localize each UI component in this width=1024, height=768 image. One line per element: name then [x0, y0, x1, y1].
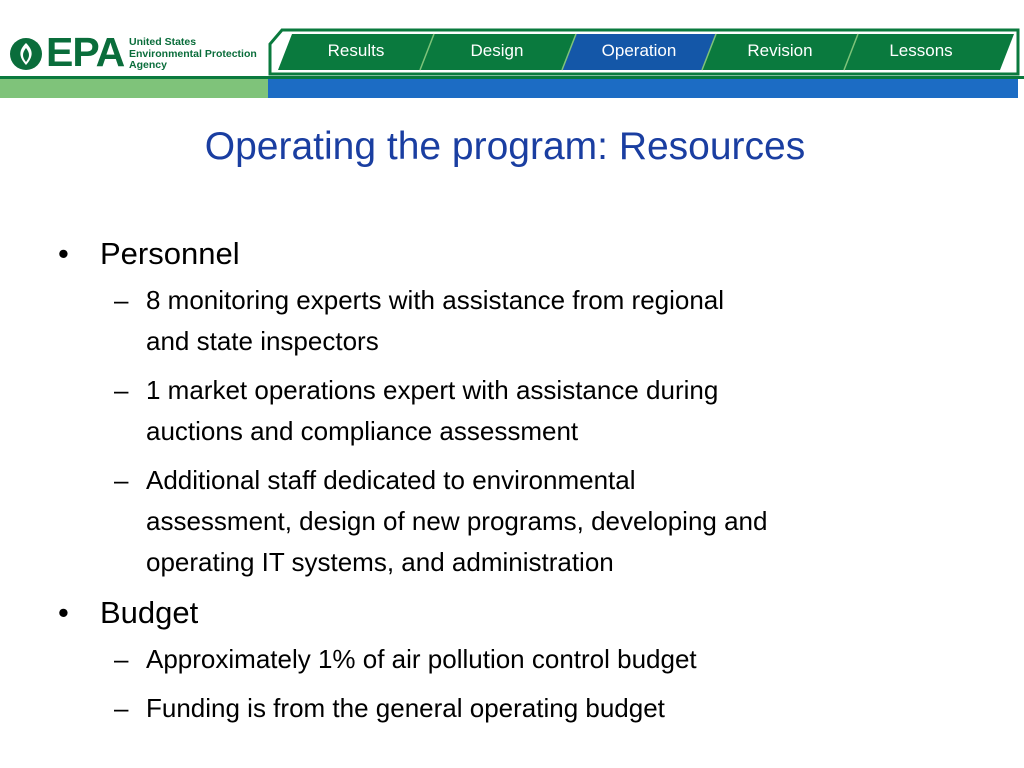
sub-bullet — [58, 370, 978, 452]
nav-tab-revision[interactable]: Revision — [747, 41, 813, 60]
bullet-text: Personnel — [100, 236, 240, 271]
bullet-text: Budget — [100, 595, 199, 630]
bullet-glyph: • — [58, 595, 69, 630]
dash-glyph: – — [114, 465, 129, 495]
sub-bullet-line: 1 market operations expert with assistance during — [146, 375, 719, 405]
sub-bullet-line: 8 monitoring experts with assistance from regional — [146, 285, 725, 315]
dash-glyph: – — [114, 644, 129, 674]
agency-line: Environmental Protection — [129, 47, 257, 60]
sub-bullet-line: Approximately 1% of air pollution control budget — [146, 644, 697, 674]
sub-bullet — [58, 639, 978, 680]
bullet-glyph: • — [58, 236, 69, 271]
agency-name — [129, 37, 257, 72]
sub-bullet-line: Funding is from the general operating budget — [146, 693, 665, 723]
sub-bullet-line: operating IT systems, and administration — [146, 547, 614, 577]
sub-bullet — [58, 280, 978, 362]
agency-line: Agency — [129, 59, 167, 71]
sub-bullet — [58, 688, 978, 729]
sub-bullet-line: Additional staff dedicated to environmental — [146, 465, 636, 495]
nav-tab-lessons[interactable]: Lessons — [889, 41, 953, 60]
epa-wordmark: EPA — [46, 29, 125, 75]
nav-tab-results[interactable]: Results — [327, 41, 385, 60]
section-nav — [286, 32, 998, 70]
slide-content — [58, 232, 978, 729]
sub-bullet-line: assessment, design of new programs, developing and — [146, 506, 768, 536]
sub-bullet — [58, 460, 978, 583]
epa-seal-icon — [6, 34, 46, 74]
bullet-budget — [58, 591, 978, 635]
slide-title: Operating the program: Resources — [204, 125, 806, 168]
dash-glyph: – — [114, 693, 129, 723]
sub-bullet-line: auctions and compliance assessment — [146, 416, 579, 446]
dash-glyph: – — [114, 375, 129, 405]
dash-glyph: – — [114, 285, 129, 315]
nav-tab-operation[interactable]: Operation — [601, 41, 677, 60]
bullet-personnel — [58, 232, 978, 276]
agency-line: United States — [129, 36, 197, 48]
sub-bullet-line: and state inspectors — [146, 326, 379, 356]
slide-header — [0, 0, 1024, 100]
epa-logo[interactable] — [6, 29, 268, 78]
nav-tab-design[interactable]: Design — [470, 41, 524, 60]
